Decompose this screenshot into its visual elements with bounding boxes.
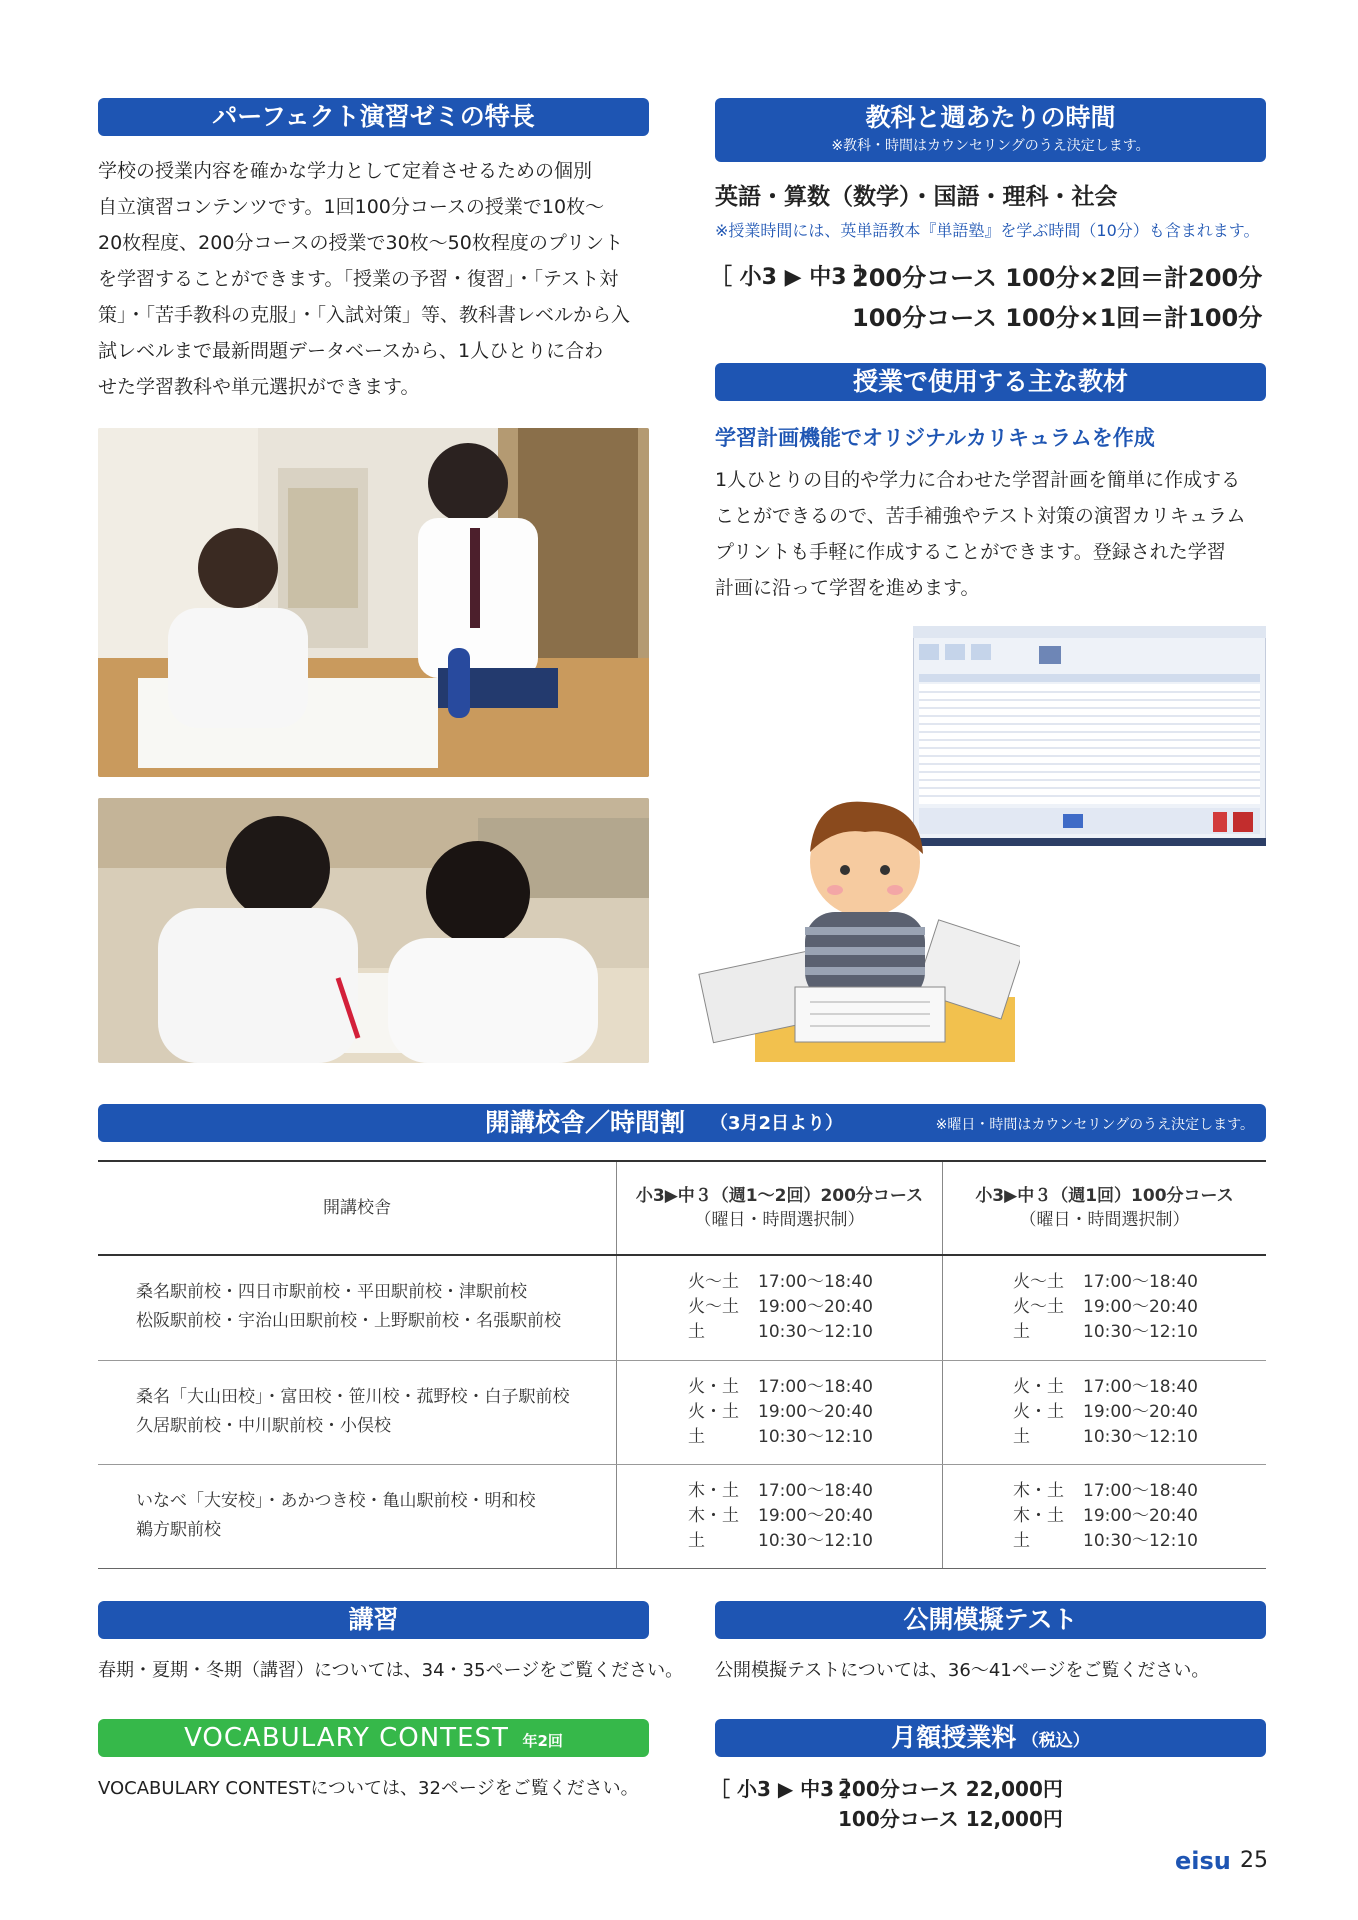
slot-day: 火・土: [1013, 1402, 1064, 1422]
slot-time: 10:30〜12:10: [1083, 1531, 1198, 1551]
campus-line: いなべ「大安校」・あかつき校・亀山駅前校・明和校: [136, 1491, 536, 1511]
mock-test-banner: [715, 1601, 1266, 1639]
features-title: パーフェクト演習ゼミの特長: [212, 102, 535, 131]
slot-day: 火〜土: [688, 1272, 739, 1292]
campus-line: 桑名「大山田校」・富田校・笹川校・菰野校・白子駅前校: [136, 1387, 570, 1407]
header-course100-line1: 小3▶中３（週1回）100分コース: [975, 1186, 1234, 1206]
materials-line: ことができるので、苦手補強やテスト対策の演習カリキュラム: [715, 505, 1246, 527]
header-course100-line2: （曜日・時間選択制）: [1019, 1210, 1190, 1230]
features-banner: [98, 98, 649, 136]
campus-cell: [136, 1487, 536, 1545]
slot-time: 17:00〜18:40: [758, 1377, 873, 1397]
slot-day: 土: [1013, 1322, 1030, 1342]
schedule-row: [98, 1465, 1266, 1569]
fees-banner: [715, 1719, 1266, 1757]
vocab-banner: [98, 1719, 649, 1757]
header-course200: [617, 1184, 942, 1232]
subjects-grade: ［ 小3 ▶ 中3 ］: [710, 265, 877, 290]
campus-line: 桑名駅前校・四日市駅前校・平田駅前校・津駅前校: [136, 1282, 527, 1302]
materials-line: 計画に沿って学習を進めます。: [715, 577, 980, 599]
eisu-logo: eisu: [1175, 1847, 1231, 1875]
student-illustration: [695, 792, 1020, 1062]
slot-time: 17:00〜18:40: [1083, 1272, 1198, 1292]
vocab-text: VOCABULARY CONTESTについては、32ページをご覧ください。: [98, 1778, 639, 1799]
materials-paragraph: [715, 462, 1280, 606]
slot-time: 10:30〜12:10: [758, 1322, 873, 1342]
slot-time: 10:30〜12:10: [1083, 1322, 1198, 1342]
slots-200-cell: [688, 1479, 873, 1554]
header-campus: 開講校舎: [323, 1198, 391, 1218]
header-course200-line2: （曜日・時間選択制）: [694, 1210, 865, 1230]
slot-time: 19:00〜20:40: [758, 1402, 873, 1422]
classroom-photo-2: [98, 798, 649, 1063]
campus-cell: [136, 1278, 561, 1336]
materials-line: 1人ひとりの目的や学力に合わせた学習計画を簡単に作成する: [715, 469, 1241, 491]
subjects-list: 英語・算数（数学）・国語・理科・社会: [715, 184, 1118, 210]
slot-day: 木・土: [1013, 1506, 1064, 1526]
features-line: 20枚程度、200分コースの授業で30枚〜50枚程度のプリント: [98, 232, 624, 254]
subjects-course200: 200分コース 100分×2回＝計200分: [852, 264, 1263, 292]
campus-line: 松阪駅前校・宇治山田駅前校・上野駅前校・名張駅前校: [136, 1311, 561, 1331]
slots-200-cell: [688, 1375, 873, 1450]
slots-100-cell: [1013, 1479, 1198, 1554]
slot-day: 木・土: [688, 1506, 739, 1526]
slot-time: 17:00〜18:40: [758, 1272, 873, 1292]
schedule-banner: [98, 1104, 1266, 1142]
slot-day: 火・土: [688, 1377, 739, 1397]
slot-day: 土: [688, 1531, 705, 1551]
vocab-badge: 年2回: [522, 1732, 563, 1750]
seasonal-text: 春期・夏期・冬期（講習）については、34・35ページをご覧ください。: [98, 1660, 684, 1681]
mock-test-text: 公開模擬テストについては、36〜41ページをご覧ください。: [715, 1660, 1210, 1681]
slots-200-cell: [688, 1270, 873, 1345]
header-course200-line1: 小3▶中３（週1〜2回）200分コース: [635, 1186, 924, 1206]
features-line: 学校の授業内容を確かな学力として定着させるための個別: [98, 160, 593, 182]
features-line: 自立演習コンテンツです。1回100分コースの授業で10枚〜: [98, 196, 605, 218]
schedule-note: ※曜日・時間はカウンセリングのうえ決定します。: [935, 1117, 1254, 1133]
slot-time: 19:00〜20:40: [758, 1506, 873, 1526]
schedule-title: 開講校舎／時間割: [485, 1108, 686, 1137]
fees-title: 月額授業料: [891, 1723, 1017, 1752]
materials-line: プリントも手軽に作成することができます。登録された学習: [715, 541, 1226, 563]
slot-day: 火・土: [1013, 1377, 1064, 1397]
features-line: 試レベルまで最新問題データベースから、1人ひとりに合わ: [98, 340, 604, 362]
slot-time: 19:00〜20:40: [1083, 1297, 1198, 1317]
slot-day: 土: [688, 1427, 705, 1447]
subjects-warning: ※授業時間には、英単語教本『単語塾』を学ぶ時間（10分）も含まれます。: [715, 221, 1260, 240]
slot-day: 火・土: [688, 1402, 739, 1422]
slot-day: 土: [1013, 1531, 1030, 1551]
campus-cell: [136, 1383, 570, 1441]
schedule-header-row: [98, 1160, 1266, 1256]
subjects-note: ※教科・時間はカウンセリングのうえ決定します。: [831, 138, 1150, 154]
subjects-course100: 100分コース 100分×1回＝計100分: [852, 304, 1263, 332]
fees-grade: ［ 小3 ▶ 中3 ］: [710, 1777, 862, 1801]
fees-title-suffix: （税込）: [1021, 1731, 1090, 1751]
slot-time: 17:00〜18:40: [1083, 1481, 1198, 1501]
schedule-row: [98, 1361, 1266, 1465]
seasonal-banner: [98, 1601, 649, 1639]
subjects-title: 教科と週あたりの時間: [865, 103, 1116, 132]
slot-day: 土: [688, 1322, 705, 1342]
slot-time: 17:00〜18:40: [758, 1481, 873, 1501]
mock-test-title: 公開模擬テスト: [903, 1605, 1078, 1634]
materials-headline: 学習計画機能でオリジナルカリキュラムを作成: [715, 426, 1155, 450]
seasonal-title: 講習: [348, 1605, 399, 1634]
campus-line: 鵜方駅前校: [136, 1520, 221, 1540]
slot-day: 火〜土: [1013, 1272, 1064, 1292]
slot-time: 19:00〜20:40: [1083, 1506, 1198, 1526]
fees-row-100: 100分コース 12,000円: [838, 1807, 1063, 1831]
slot-day: 火〜土: [1013, 1297, 1064, 1317]
fees-row-200: 200分コース 22,000円: [838, 1777, 1063, 1801]
slot-time: 19:00〜20:40: [758, 1297, 873, 1317]
classroom-photo-1: [98, 428, 649, 777]
slots-100-cell: [1013, 1270, 1198, 1345]
vocab-title: VOCABULARY CONTEST: [184, 1723, 509, 1753]
schedule-table: [98, 1160, 1266, 1569]
features-paragraph: [98, 153, 658, 405]
features-line: を学習することができます。「授業の予習・復習」・「テスト対: [98, 268, 619, 290]
slot-day: 木・土: [688, 1481, 739, 1501]
materials-title: 授業で使用する主な教材: [852, 367, 1128, 396]
page-number: 25: [1240, 1848, 1268, 1873]
slot-time: 10:30〜12:10: [1083, 1427, 1198, 1447]
slot-day: 火〜土: [688, 1297, 739, 1317]
slot-time: 10:30〜12:10: [758, 1531, 873, 1551]
slot-day: 土: [1013, 1427, 1030, 1447]
slot-day: 木・土: [1013, 1481, 1064, 1501]
materials-banner: [715, 363, 1266, 401]
slots-100-cell: [1013, 1375, 1198, 1450]
slot-time: 19:00〜20:40: [1083, 1402, 1198, 1422]
subjects-banner: [715, 98, 1266, 162]
header-course100: [943, 1184, 1266, 1232]
schedule-row: [98, 1256, 1266, 1361]
slot-time: 17:00〜18:40: [1083, 1377, 1198, 1397]
features-line: せた学習教科や単元選択ができます。: [98, 376, 420, 398]
schedule-title-suffix: （3月2日より）: [710, 1113, 844, 1134]
slot-time: 10:30〜12:10: [758, 1427, 873, 1447]
features-line: 策」・「苦手教科の克服」・「入試対策」等、教科書レベルから入: [98, 304, 631, 326]
campus-line: 久居駅前校・中川駅前校・小俣校: [136, 1416, 391, 1436]
